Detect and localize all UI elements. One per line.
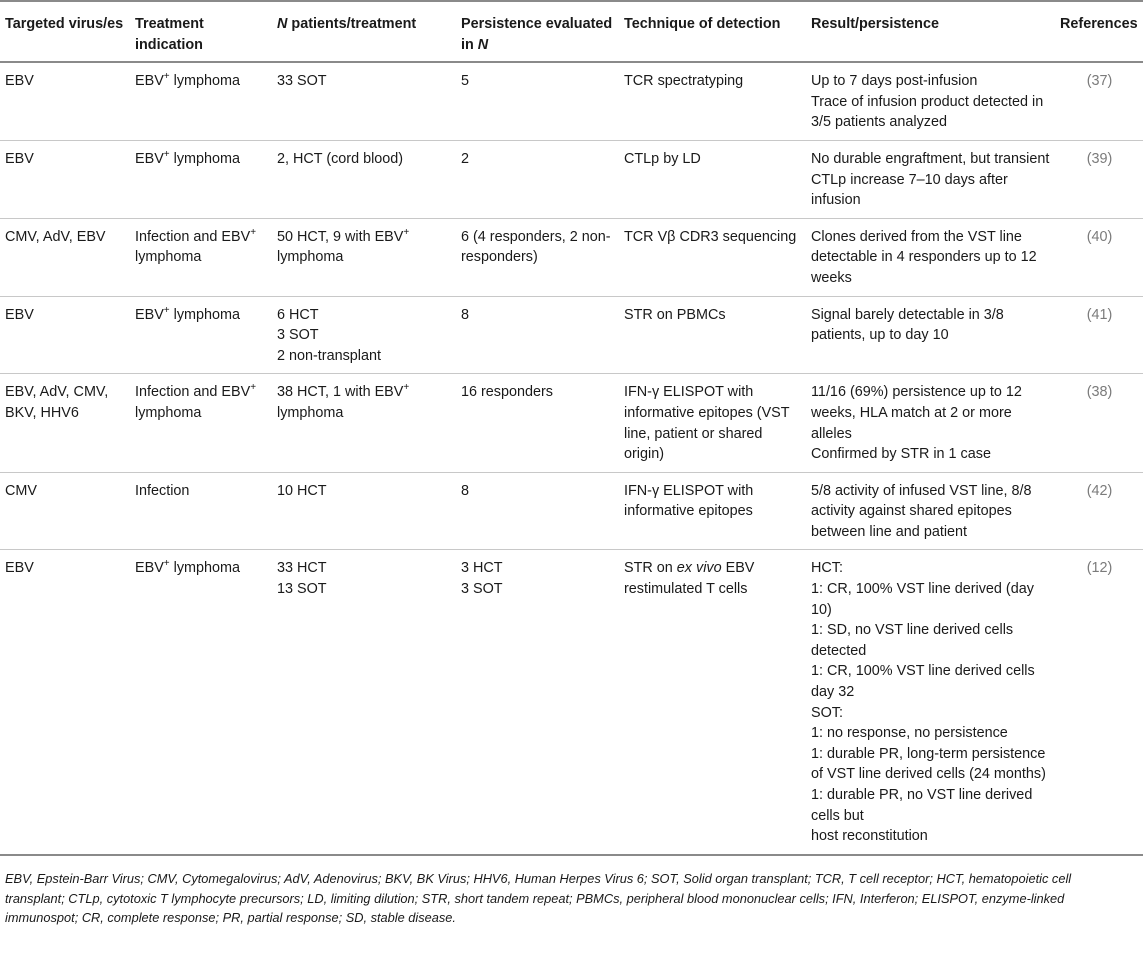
cell-virus: CMV, AdV, EBV [0, 218, 130, 296]
table-row [0, 296, 1143, 374]
cell-result: 5/8 activity of infused VST line, 8/8 activity against shared epitopes between line and patient [806, 472, 1055, 550]
header-indication: Treatment indication [130, 1, 272, 62]
cell-technique: TCR spectratyping [619, 62, 806, 140]
header-result: Result/persistence [806, 1, 1055, 62]
table-row [0, 218, 1143, 296]
cell-result: Up to 7 days post-infusion Trace of infusion product detected in 3/5 patients analyzed [806, 62, 1055, 140]
cell-persistence: 5 [456, 62, 619, 140]
cell-persistence: 8 [456, 296, 619, 374]
table-row [0, 374, 1143, 472]
cell-indication: Infection [130, 472, 272, 550]
header-technique: Technique of detection [619, 1, 806, 62]
cell-virus: EBV [0, 140, 130, 218]
cell-reference[interactable]: (38) [1055, 374, 1143, 472]
cell-indication: EBV+ lymphoma [130, 550, 272, 855]
cell-indication: EBV+ lymphoma [130, 62, 272, 140]
cell-result: HCT: 1: CR, 100% VST line derived (day 10) 1: SD, no VST line derived cells detected 1: CR, 100% VST line derived cells day 32 SOT: 1: no response, no persistence 1: durable PR, long-term persistence of VST line derived cells (24 months) 1: durable PR, no VST line derived cells but host reconstitution [806, 550, 1055, 855]
header-patients: N patients/treatment [272, 1, 456, 62]
cell-virus: EBV [0, 550, 130, 855]
cell-reference[interactable]: (42) [1055, 472, 1143, 550]
cell-persistence: 8 [456, 472, 619, 550]
header-virus: Targeted virus/es [0, 1, 130, 62]
cell-technique: CTLp by LD [619, 140, 806, 218]
table-row [0, 472, 1143, 550]
cell-patients: 2, HCT (cord blood) [272, 140, 456, 218]
cell-result: No durable engraftment, but transient CTLp increase 7–10 days after infusion [806, 140, 1055, 218]
cell-patients: 50 HCT, 9 with EBV+ lymphoma [272, 218, 456, 296]
cell-technique: STR on ex vivo EBV restimulated T cells [619, 550, 806, 855]
header-persistence: Persistence evaluated in N [456, 1, 619, 62]
cell-technique: IFN-γ ELISPOT with informative epitopes [619, 472, 806, 550]
cell-indication: EBV+ lymphoma [130, 140, 272, 218]
cell-virus: CMV [0, 472, 130, 550]
cell-persistence: 16 responders [456, 374, 619, 472]
header-references: References [1055, 1, 1143, 62]
cell-persistence: 2 [456, 140, 619, 218]
cell-virus: EBV [0, 296, 130, 374]
table-row [0, 140, 1143, 218]
cell-patients: 33 HCT 13 SOT [272, 550, 456, 855]
cell-reference[interactable]: (37) [1055, 62, 1143, 140]
cell-reference[interactable]: (39) [1055, 140, 1143, 218]
cell-indication: Infection and EBV+ lymphoma [130, 374, 272, 472]
cell-indication: Infection and EBV+ lymphoma [130, 218, 272, 296]
cell-patients: 10 HCT [272, 472, 456, 550]
cell-virus: EBV, AdV, CMV, BKV, HHV6 [0, 374, 130, 472]
cell-virus: EBV [0, 62, 130, 140]
header-row [0, 1, 1143, 62]
cell-technique: STR on PBMCs [619, 296, 806, 374]
cell-technique: IFN-γ ELISPOT with informative epitopes (VST line, patient or shared origin) [619, 374, 806, 472]
cell-patients: 6 HCT 3 SOT 2 non-transplant [272, 296, 456, 374]
cell-reference[interactable]: (41) [1055, 296, 1143, 374]
table-row [0, 62, 1143, 140]
cell-patients: 33 SOT [272, 62, 456, 140]
cell-indication: EBV+ lymphoma [130, 296, 272, 374]
cell-reference[interactable]: (12) [1055, 550, 1143, 855]
cell-persistence: 3 HCT 3 SOT [456, 550, 619, 855]
cell-reference[interactable]: (40) [1055, 218, 1143, 296]
cell-patients: 38 HCT, 1 with EBV+ lymphoma [272, 374, 456, 472]
table-row [0, 550, 1143, 855]
cell-result: Clones derived from the VST line detectable in 4 responders up to 12 weeks [806, 218, 1055, 296]
cell-technique: TCR Vβ CDR3 sequencing [619, 218, 806, 296]
table-footnote: EBV, Epstein-Barr Virus; CMV, Cytomegalovirus; AdV, Adenovirus; BKV, BK Virus; HHV6, Human Herpes Virus 6; SOT, Solid organ transplant; TCR, T cell receptor; HCT, hematopoietic cell transplant; CTLp, cytotoxic T lymphocyte precursors; LD, limiting dilution; STR, short tandem repeat; PBMCs, peripheral blood mononuclear cells; IFN, Interferon; ELISPOT, enzyme-linked immunospot; CR, complete response; PR, partial response; SD, stable disease. [5, 871, 1072, 925]
cell-result: Signal barely detectable in 3/8 patients, up to day 10 [806, 296, 1055, 374]
cell-result: 11/16 (69%) persistence up to 12 weeks, HLA match at 2 or more alleles Confirmed by STR in 1 case [806, 374, 1055, 472]
cell-persistence: 6 (4 responders, 2 non-responders) [456, 218, 619, 296]
